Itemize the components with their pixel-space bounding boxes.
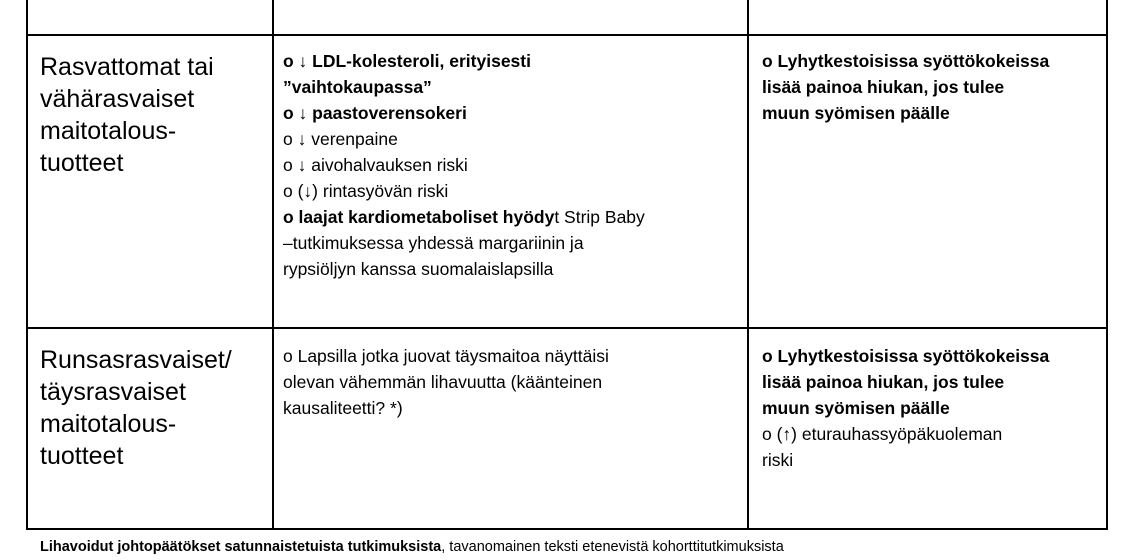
row-2-name-line: Runsasrasvaiset/ [40,346,232,374]
bullet-line [762,369,1102,395]
table-row-divider-top [26,34,1108,36]
row-1-benefits [283,48,743,282]
bullet-line [283,126,743,152]
bullet-line [762,343,1102,369]
bold-text: o laajat kardiometaboliset hyödy [283,207,555,227]
row-2-name-line: maitotalous- [40,410,177,438]
text: o ↓ aivohalvauksen riski [283,155,468,175]
bold-text: o Lyhytkestoisissa syöttökokeissa [762,51,1050,71]
bullet-line [762,48,1102,74]
table-row-divider-middle [26,327,1108,329]
row-1-name-line: maitotalous- [40,117,177,145]
bullet-line [283,178,743,204]
row-2-name-line: täysrasvaiset [40,378,186,406]
bullet-line [762,447,1102,473]
bullet-line [283,256,743,282]
row-1-product-name [40,51,268,179]
row-1-name-line: vähärasvaiset [40,85,195,113]
text: –tutkimuksessa yhdessä margariinin ja [283,233,584,253]
bullet-line [283,395,743,421]
text: riski [762,450,794,470]
text: olevan vähemmän lihavuutta (käänteinen [283,372,603,392]
footnote-bold-text: Lihavoidut johtopäätökset satunnaistetuista tutkimuksista [40,539,442,555]
row-2-product-name [40,344,268,472]
bold-text: o ↓ paastoverensokeri [283,103,467,123]
row-2-benefits [283,343,743,421]
text: t Strip Baby [554,207,645,227]
bullet-line [283,48,743,74]
bullet-line [762,395,1102,421]
row-1-name-line: Rasvattomat tai [40,53,214,81]
row-2-name-line: tuotteet [40,442,124,470]
row-1-name-line: tuotteet [40,149,124,177]
bullet-line [762,100,1102,126]
bold-text: lisää painoa hiukan, jos tulee [762,372,1005,392]
table-column-divider-1 [272,0,274,530]
text: o (↓) rintasyövän riski [283,181,449,201]
text: o Lapsilla jotka juovat täysmaitoa näyttäisi [283,346,609,366]
bullet-line [283,343,743,369]
table-bottom-border [26,528,1108,530]
text: o ↓ verenpaine [283,129,398,149]
table-left-border [26,0,28,530]
footnote [40,538,784,556]
bullet-line [283,152,743,178]
footnote-normal-text: , tavanomainen teksti etenevistä kohorttitutkimuksista [441,539,784,555]
bold-text: o Lyhytkestoisissa syöttökokeissa [762,346,1050,366]
bold-text: muun syömisen päälle [762,103,950,123]
row-1-risks [762,48,1102,126]
text: rypsiöljyn kanssa suomalaislapsilla [283,259,554,279]
bold-text: o ↓ LDL-kolesteroli, erityisesti [283,51,531,71]
bullet-line [283,100,743,126]
bullet-line [283,230,743,256]
text: o (↑) eturauhassyöpäkuoleman [762,424,1003,444]
bullet-line [283,74,743,100]
bold-text: muun syömisen päälle [762,398,950,418]
table-right-border [1106,0,1108,530]
bold-text: lisää painoa hiukan, jos tulee [762,77,1005,97]
bullet-line [283,204,743,230]
row-2-risks [762,343,1102,473]
bold-text: ”vaihtokaupassa” [283,77,432,97]
table-column-divider-2 [747,0,749,530]
bullet-line [762,74,1102,100]
bullet-line [283,369,743,395]
bullet-line [762,421,1102,447]
text: kausaliteetti? *) [283,398,403,418]
